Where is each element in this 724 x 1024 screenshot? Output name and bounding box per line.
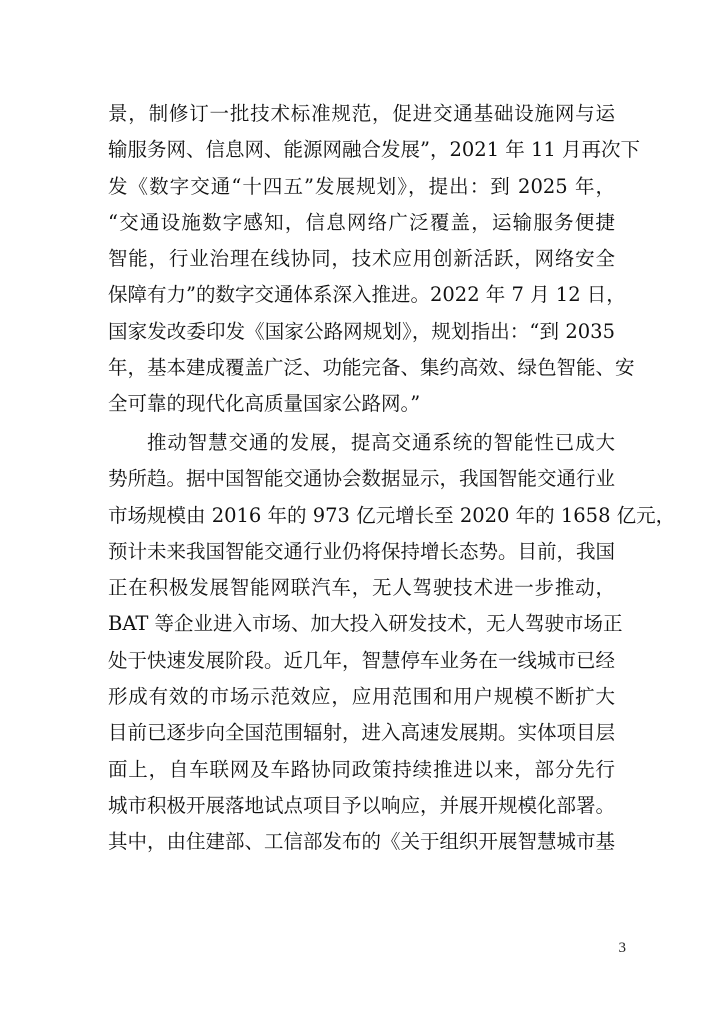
paragraph-1 <box>108 96 641 423</box>
paragraph-line: 保障有力”的数字交通体系深入推进。2022 年 7 月 12 日， <box>108 283 626 307</box>
paragraph-line: 城市积极开展落地试点项目予以响应，并展开规模化部署。 <box>108 793 616 817</box>
paragraph-line: 发《数字交通“十四五”发展规划》，提出：到 2025 年， <box>108 174 615 198</box>
paragraph-line: 势所趋。据中国智能交通协会数据显示，我国智能交通行业 <box>108 467 616 491</box>
paragraph-line: BAT 等企业进入市场、加大投入研发技术，无人驾驶市场正 <box>108 612 623 636</box>
paragraph-line: 国家发改委印发《国家公路网规划》，规划指出：“到 2035 <box>108 319 615 343</box>
paragraph-line: 其中，由住建部、工信部发布的《关于组织开展智慧城市基 <box>108 830 616 854</box>
paragraph-line: 年，基本建成覆盖广泛、功能完备、集约高效、绿色智能、安 <box>108 356 635 380</box>
paragraph-line: 景，制修订一批技术标准规范，促进交通基础设施网与运 <box>108 102 615 125</box>
page-number: 3 <box>618 940 626 956</box>
paragraph-line: 预计未来我国智能交通行业仍将保持增长态势。目前，我国 <box>108 539 616 563</box>
paragraph-line: 推动智慧交通的发展，提高交通系统的智能性已成大 <box>147 431 615 454</box>
paragraph-line: 处于快速发展阶段。近几年，智慧停车业务在一线城市已经 <box>108 648 616 672</box>
paragraph-line: 面上，自车联网及车路协同政策持续推进以来，部分先行 <box>108 757 615 781</box>
paragraph-line: 智能，行业治理在线协同，技术应用创新活跃，网络安全 <box>108 247 615 271</box>
paragraph-line: 输服务网、信息网、能源网融合发展”，2021 年 11 月再次下 <box>108 138 641 162</box>
paragraph-line: 全可靠的现代化高质量国家公路网。” <box>108 392 421 416</box>
paragraph-2 <box>108 425 676 861</box>
paragraph-line: 正在积极发展智能网联汽车，无人驾驶技术进一步推动， <box>108 576 615 600</box>
paragraph-line: 目前已逐步向全国范围辐射，进入高速发展期。实体项目层 <box>108 721 616 745</box>
paragraph-line: 市场规模由 2016 年的 973 亿元增长至 2020 年的 1658 亿元， <box>108 503 676 527</box>
paragraph-line: “交通设施数字感知，信息网络广泛覆盖，运输服务便捷 <box>108 210 615 234</box>
paragraph-line: 形成有效的市场示范效应，应用范围和用户规模不断扩大 <box>108 685 615 709</box>
